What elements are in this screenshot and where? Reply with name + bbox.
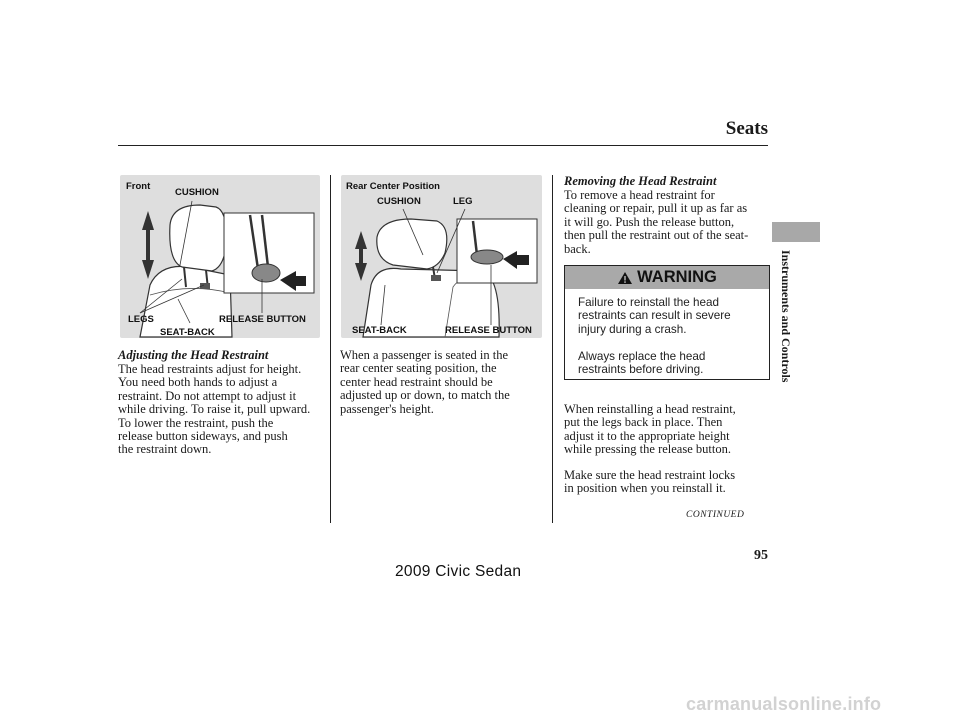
reinstall-paragraph [564, 403, 770, 457]
rear-passenger-paragraph [340, 349, 546, 416]
watermark: carmanualsonline.info [686, 694, 882, 714]
text-line: restraint. Do not attempt to adjust it [118, 388, 297, 403]
text-line: To remove a head restraint for [564, 188, 715, 202]
text-line: adjust it to the appropriate height [564, 428, 730, 443]
adjusting-paragraph [118, 363, 328, 457]
label-cushion: CUSHION [175, 187, 219, 198]
page-number: 95 [754, 548, 768, 563]
header-rule [118, 145, 768, 146]
warning-paragraph-1 [578, 296, 731, 336]
label-seat-back: SEAT-BACK [160, 327, 215, 338]
text-line: back. [564, 241, 591, 256]
figure-caption: Rear Center Position [346, 181, 440, 192]
label-cushion: CUSHION [377, 196, 421, 207]
warning-triangle-icon [617, 271, 633, 285]
label-leg: LEG [453, 196, 473, 207]
removing-paragraph [564, 189, 770, 256]
text-line: restraints can result in severe [578, 309, 731, 323]
text-line: You need both hands to adjust a [118, 375, 278, 390]
rear-head-restraint-figure [341, 175, 542, 338]
section-title: Seats [725, 118, 768, 139]
text-line: release button sideways, and push [118, 429, 288, 444]
removing-heading: Removing the Head Restraint [564, 174, 717, 188]
figure-caption: Front [126, 181, 151, 192]
side-section-label: Instruments and Controls [779, 250, 793, 383]
text-line: center head restraint should be [340, 374, 493, 389]
text-line: restraints before driving. [578, 363, 704, 377]
text-line: in position when you reinstall it. [564, 481, 726, 496]
text-line: Always replace the head [578, 350, 706, 363]
text-line: To lower the restraint, push the [118, 415, 274, 430]
label-release-button: RELEASE BUTTON [445, 325, 532, 336]
warning-paragraph-2 [578, 350, 705, 377]
label-seat-back: SEAT-BACK [352, 325, 407, 336]
column-divider-left [330, 175, 331, 523]
text-line: cleaning or repair, pull it up as far as [564, 201, 748, 216]
text-line: the restraint down. [118, 442, 212, 457]
text-line: Make sure the head restraint locks [564, 468, 736, 482]
text-line: When reinstalling a head restraint, [564, 402, 736, 416]
warning-banner [565, 266, 769, 289]
label-legs: LEGS [128, 314, 154, 325]
front-head-restraint-figure [120, 175, 320, 338]
column-divider-right [552, 175, 553, 523]
text-line: The head restraints adjust for height. [118, 362, 302, 376]
text-line: Failure to reinstall the head [578, 296, 719, 309]
label-release-button: RELEASE BUTTON [219, 314, 306, 325]
continued-marker: CONTINUED [686, 510, 745, 520]
text-line: passenger's height. [340, 401, 434, 416]
lock-check-paragraph [564, 469, 770, 496]
text-line: while pressing the release button. [564, 442, 731, 457]
text-line: When a passenger is seated in the [340, 348, 508, 362]
warning-box [564, 265, 770, 380]
text-line: put the legs back in place. Then [564, 415, 723, 430]
text-line: adjusted up or down, to match the [340, 388, 510, 403]
warning-title: WARNING [637, 268, 717, 286]
text-line: it will go. Push the release button, [564, 214, 735, 229]
text-line: rear center seating position, the [340, 361, 497, 376]
model-footer: 2009 Civic Sedan [395, 563, 522, 580]
text-line: then pull the restraint out of the seat- [564, 228, 749, 243]
rear-seat-illustration [341, 175, 542, 338]
adjusting-heading: Adjusting the Head Restraint [118, 348, 269, 362]
section-tab [772, 222, 820, 242]
text-line: injury during a crash. [578, 322, 687, 336]
text-line: while driving. To raise it, pull upward. [118, 402, 311, 417]
